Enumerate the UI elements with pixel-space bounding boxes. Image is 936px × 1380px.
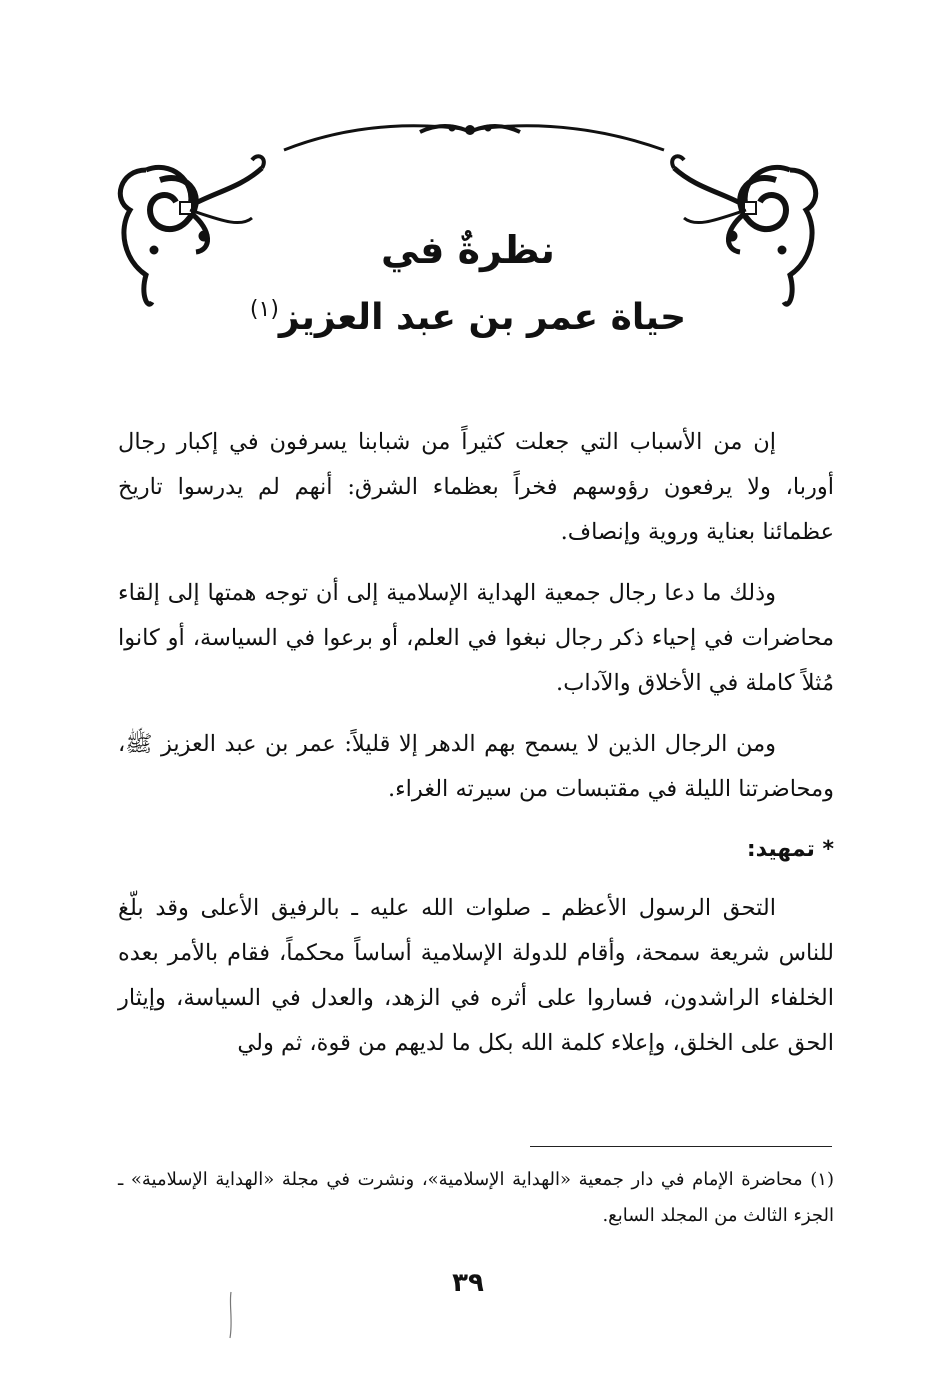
- title-footnote-ref[interactable]: (١): [249, 297, 279, 322]
- footnote: (١) محاضرة الإمام في دار جمعية «الهداية الإسلامية»، ونشرت في مجلة «الهداية الإسلامية» ـ الجزء الثالث من المجلد السابع.: [118, 1169, 834, 1226]
- footnote-divider: [530, 1146, 832, 1147]
- chapter-title: [0, 222, 936, 346]
- margin-mark: [226, 1290, 236, 1340]
- section-heading: * تمهيد:: [746, 837, 834, 862]
- paragraph-1: إن من الأسباب التي جعلت كثيراً من شبابنا يسرفون في إكبار رجال أوربا، ولا يرفعون رؤوسهم فخراً بعظماء الشرق: أنهم لم يدرسوا تاريخ عظمائنا بعناية وروية وإنصاف.: [118, 429, 834, 545]
- title-line-1: نظرةٌ في: [381, 228, 555, 272]
- title-line-2: [0, 282, 936, 346]
- paragraph-3: ومن الرجال الذين لا يسمح بهم الدهر إلا قليلاً: عمر بن عبد العزيز ﷺ، ومحاضرتنا الليلة في مقتبسات من سيرته الغراء.: [118, 731, 834, 802]
- paragraph-2: وذلك ما دعا رجال جمعية الهداية الإسلامية إلى أن توجه همتها إلى إلقاء محاضرات في إحياء ذكر رجال نبغوا في العلم، أو برعوا في السياسة، أو كانوا مُثلاً كاملة في الأخلاق والآداب.: [118, 580, 834, 696]
- title-line-2-text: حياة عمر بن عبد العزيز: [278, 297, 687, 338]
- section-paragraph: التحق الرسول الأعظم ـ صلوات الله عليه ـ بالرفيق الأعلى وقد بلّغ للناس شريعة سمحة، وأقام للدولة الإسلامية أساساً محكماً، فقام بالأمر بعده الخلفاء الراشدون، فساروا على أثره في الزهد، والعدل في السياسة، وإيثار الحق على الخلق، وإعلاء كلمة الله بكل ما لديهم من قوة، ثم ولي: [118, 895, 834, 1056]
- page-number: ٣٩: [452, 1268, 484, 1298]
- main-text: [118, 420, 834, 1082]
